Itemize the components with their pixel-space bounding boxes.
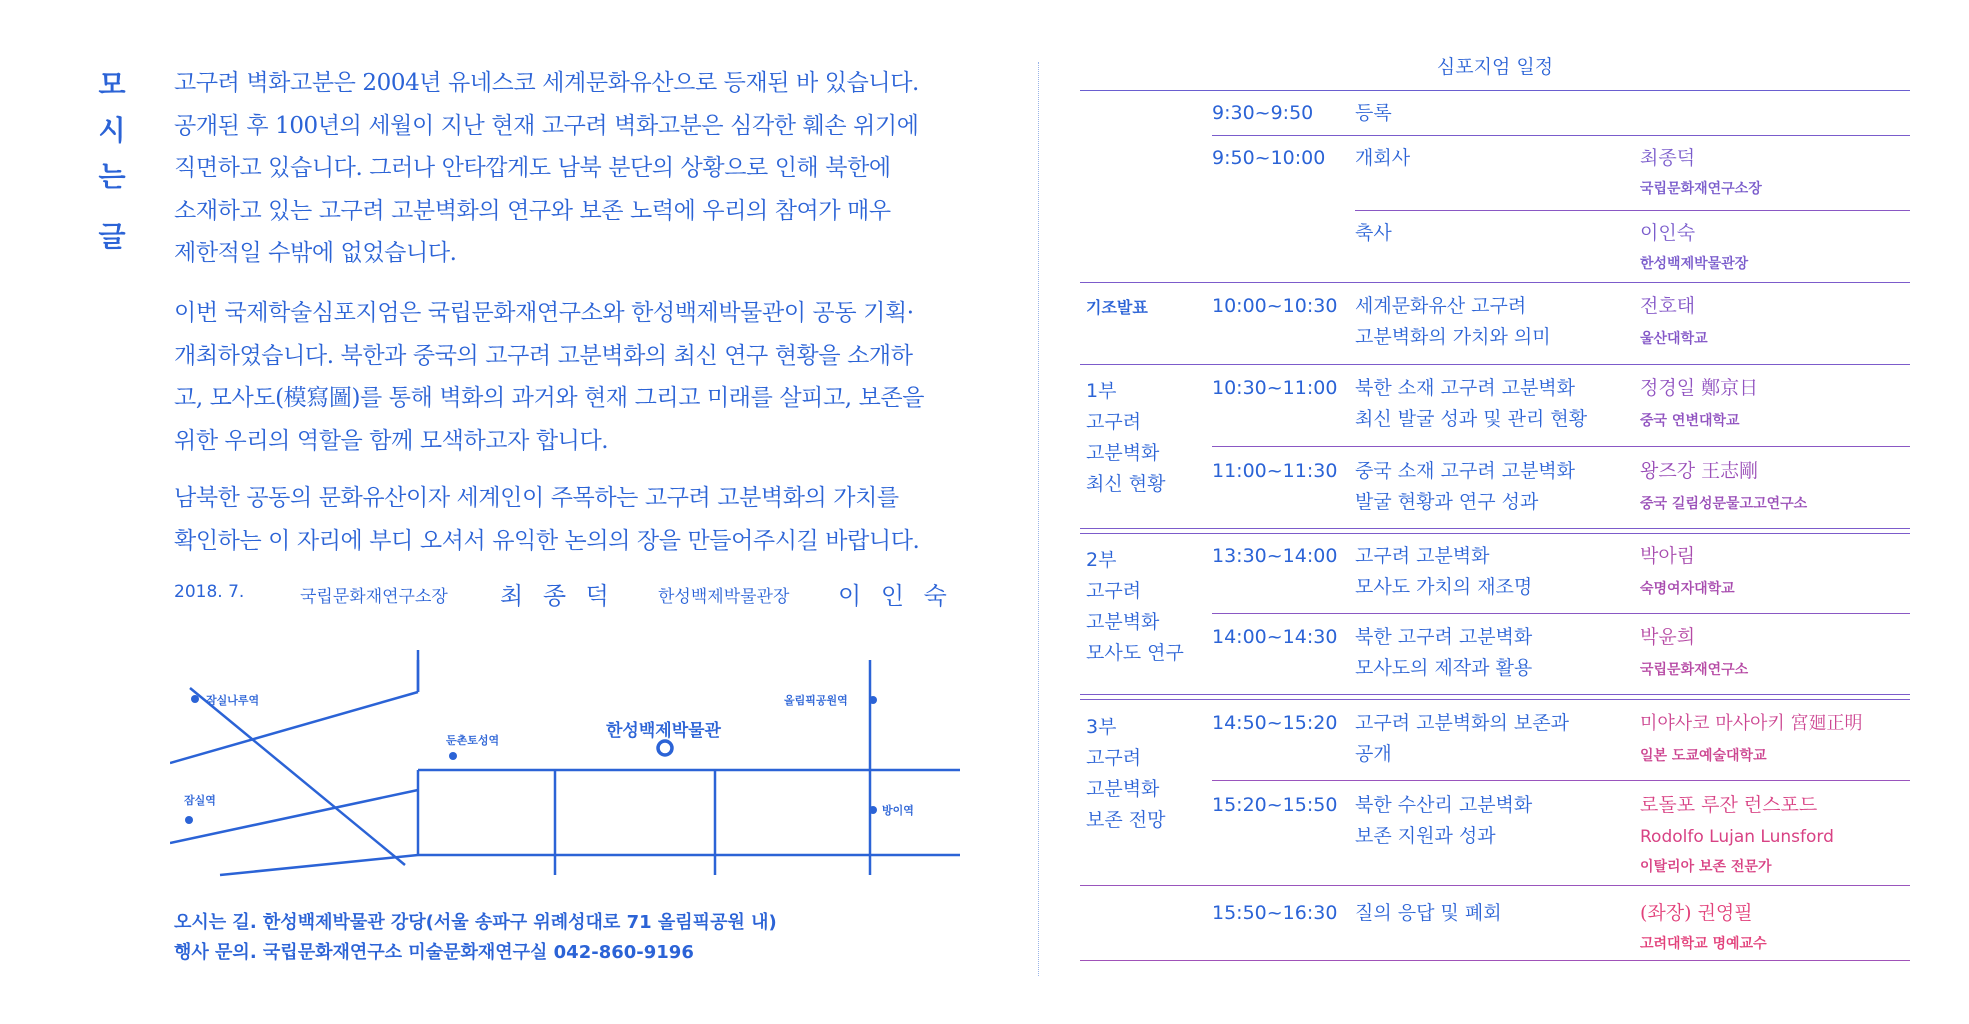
row-topic: 중국 소재 고구려 고분벽화 [1355,460,1576,482]
vertical-title [92,62,132,260]
section-part3: 3부 고구려 고분벽화 보존 전망 [1086,716,1166,831]
row-affiliation: 중국 길림성문물고고연구소 [1640,496,1808,512]
row-topic: 북한 고구려 고분벽화 [1355,626,1533,648]
paragraph-1: 고구려 벽화고분은 2004년 유네스코 세계문화유산으로 등재된 바 있습니다. 공개된 후 100년의 세월이 지난 현재 고구려 벽화고분은 심각한 훼손 위기에 직면하고 있습니다. 그러나 안타깝게도 남북 분단의 상황으로 인해 북한에 소재하고 있는 고구려 고분벽화의 연구와 보존 노력에 우리의 참여가 매우 제한적일 수밖에 없었습니다. [174,70,919,266]
title-char: 모 [98,68,126,101]
row-affiliation: 국립문화재연구소 [1640,662,1749,678]
rule [1080,90,1910,91]
row-speaker: 왕즈강 王志剛 [1640,460,1759,482]
row-affiliation: 숙명여자대학교 [1640,581,1735,597]
row-affiliation: 이탈리아 보존 전문가 [1640,859,1772,875]
rule [1212,135,1910,136]
row-topic: 공개 [1355,743,1392,765]
signer1-name: 최 종 덕 [500,582,615,610]
station-label: 올림픽공원역 [784,694,848,707]
row-time: 9:30~9:50 [1212,102,1314,124]
row-topic: 질의 응답 및 폐회 [1355,902,1502,924]
row-speaker: 이인숙 [1640,222,1696,244]
row-topic: 최신 발굴 성과 및 관리 현황 [1355,408,1588,430]
paragraph-3: 남북한 공동의 문화유산이자 세계인이 주목하는 고구려 고분벽화의 가치를 확인하는 이 자리에 부디 오셔서 유익한 논의의 장을 만들어주시길 바랍니다. [174,485,920,554]
row-topic: 등록 [1355,102,1392,124]
rule [1080,533,1910,534]
row-speaker: 정경일 鄭京日 [1640,377,1759,399]
rule [1080,885,1910,886]
row-time: 14:50~15:20 [1212,712,1338,734]
rule [1080,528,1910,529]
row-speaker-english: Rodolfo Lujan Lunsford [1640,827,1834,847]
rule [1355,210,1910,211]
section-part1: 1부 고구려 고분벽화 최신 현황 [1086,380,1166,495]
row-time: 9:50~10:00 [1212,147,1326,169]
row-speaker: 최종덕 [1640,147,1696,169]
row-affiliation: 국립문화재연구소장 [1640,181,1762,197]
rule [1080,364,1910,365]
museum-label: 한성백제박물관 [606,721,721,741]
rule [1080,699,1910,700]
row-affiliation: 중국 연변대학교 [1640,413,1740,429]
row-topic: 보존 지원과 성과 [1355,825,1496,847]
row-speaker: 박아림 [1640,545,1696,567]
row-topic: 고구려 고분벽화의 보존과 [1355,712,1569,734]
row-topic: 고구려 고분벽화 [1355,545,1490,567]
rule [1212,780,1910,781]
schedule-title: 심포지엄 일정 [1436,56,1554,78]
row-topic: 고분벽화의 가치와 의미 [1355,326,1551,348]
row-speaker: 로돌포 루잔 런스포드 [1640,794,1818,816]
station-label: 잠실역 [184,794,216,807]
rule [1080,960,1910,961]
row-topic: 모사도 가치의 재조명 [1355,576,1533,598]
row-time: 10:00~10:30 [1212,295,1338,317]
row-speaker: 미야사코 마사아키 宮廻正明 [1640,713,1863,734]
title-char: 글 [98,220,126,253]
station-label: 방이역 [882,804,914,817]
row-topic: 축사 [1355,222,1392,244]
row-topic: 북한 수산리 고분벽화 [1355,794,1533,816]
section-keynote: 기조발표 [1086,298,1148,317]
signer2-name: 이 인 숙 [838,582,953,610]
station-label: 둔촌토성역 [446,734,500,747]
museum-marker-icon [658,741,672,755]
row-topic: 발굴 현황과 연구 성과 [1355,491,1539,513]
section-part2: 2부 고구려 고분벽화 모사도 연구 [1086,549,1184,664]
signer1-title: 국립문화재연구소장 [300,587,448,607]
row-speaker: 전호태 [1640,295,1696,317]
row-affiliation: 한성백제박물관장 [1640,256,1749,272]
row-affiliation: 일본 도쿄예술대학교 [1640,748,1767,764]
date: 2018. 7. [174,582,245,602]
rule [1212,446,1910,447]
row-affiliation: 고려대학교 명예교수 [1640,936,1767,952]
rule [1212,613,1910,614]
station-label: 잠실나루역 [206,694,260,707]
row-topic: 개회사 [1355,147,1411,169]
paragraph-2: 이번 국제학술심포지엄은 국립문화재연구소와 한성백제박물관이 공동 기획· 개최하였습니다. 북한과 중국의 고구려 고분벽화의 최신 연구 현황을 소개하 고, 모사도(模寫圖)를 통해 벽화의 과거와 현재 그리고 미래를 살피고, 보존을 위한 우리의 역할을 함께 모색하고자 합니다. [174,300,925,454]
row-affiliation: 울산대학교 [1640,331,1708,347]
row-time: 14:00~14:30 [1212,626,1338,648]
row-speaker: (좌장) 권영필 [1640,902,1753,924]
row-topic: 북한 소재 고구려 고분벽화 [1355,377,1576,399]
page-divider [1038,62,1039,976]
row-time: 13:30~14:00 [1212,545,1338,567]
title-char: 시 [98,114,126,147]
row-time: 15:20~15:50 [1212,794,1338,816]
row-topic: 모사도의 제작과 활용 [1355,657,1533,679]
rule [1080,694,1910,695]
row-time: 15:50~16:30 [1212,902,1338,924]
row-speaker: 박윤희 [1640,626,1696,648]
directions: 오시는 길. 한성백제박물관 강당(서울 송파구 위례성대로 71 올림픽공원 내) [174,912,777,933]
contact: 행사 문의. 국립문화재연구소 미술문화재연구실 042-860-9196 [174,942,694,963]
signer2-title: 한성백제박물관장 [658,587,790,607]
row-topic: 세계문화유산 고구려 [1355,295,1527,317]
title-char: 는 [98,160,126,193]
row-time: 11:00~11:30 [1212,460,1338,482]
rule [1080,282,1910,283]
location-map [170,650,970,880]
row-time: 10:30~11:00 [1212,377,1338,399]
